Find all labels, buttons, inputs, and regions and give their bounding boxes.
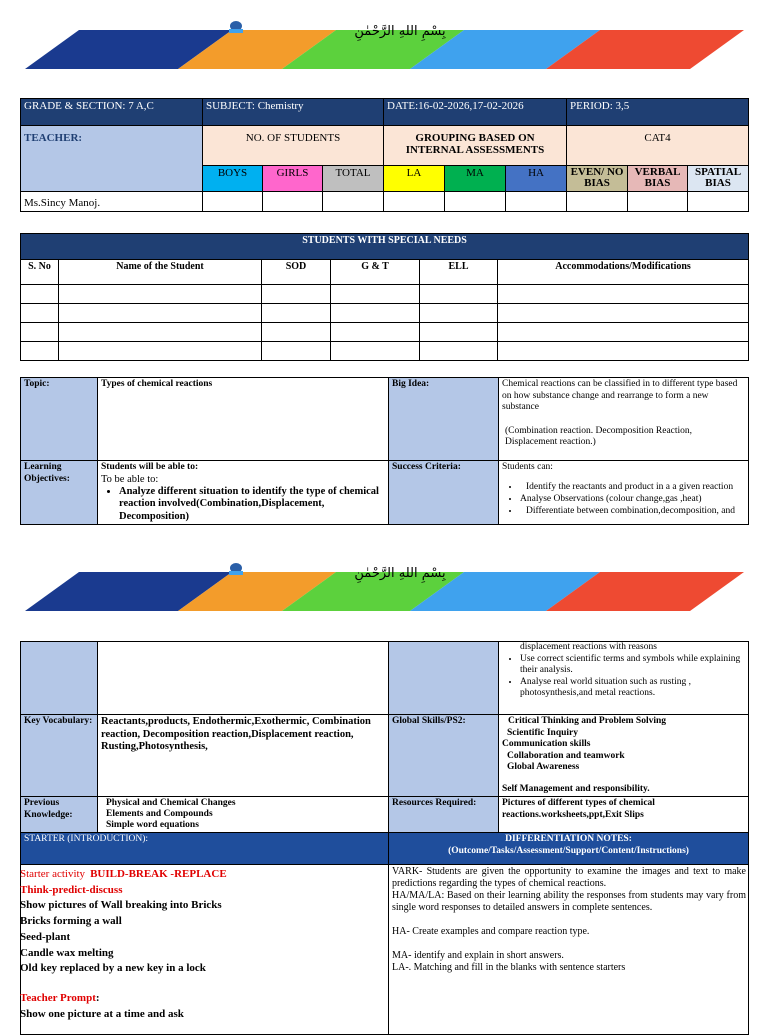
school-logo-icon xyxy=(229,21,243,33)
col-ell: ELL xyxy=(420,260,498,285)
table-row xyxy=(21,304,749,323)
lesson-table-page1 xyxy=(20,377,749,525)
col-sno: S. No xyxy=(21,260,59,285)
key-vocabulary-value: Reactants,products, Endothermic,Exothermic, Combination reaction, Decomposition reaction,Displacement reaction, Rusting,Photosynthesis, xyxy=(98,715,389,797)
learning-objectives-value: Students will be able to: To be able to: • Analyze different situation to identify the type of chemical reaction involved(Combination,Displacement, Decomposition) xyxy=(98,461,389,525)
previous-knowledge-label: Previous Knowledge: xyxy=(21,797,98,833)
banner-script: بِسْمِ اللهِ الرَّحْمٰنِ xyxy=(354,24,446,39)
header-banner-page2 xyxy=(0,562,768,622)
special-needs-title: STUDENTS WITH SPECIAL NEEDS xyxy=(21,234,749,260)
global-skills-label: Global Skills/PS2: xyxy=(389,715,499,797)
success-criteria-value: Students can: • Identify the reactants and product in a a given reaction • Analyse Observations (colour change,gas ,heat) • Differentiate between combination,decomposition, and xyxy=(499,461,749,525)
previous-knowledge-value: Physical and Chemical Changes Elements and Compounds Simple word equations xyxy=(98,797,389,833)
success-criteria-label: Success Criteria: xyxy=(389,461,499,525)
topic-label: Topic: xyxy=(21,378,98,461)
teacher-prompt-text: Show one picture at a time and ask xyxy=(20,1007,184,1020)
ma-note: MA- identify and explain in short answers. xyxy=(392,950,564,961)
list-item: • Identify the reactants and product in a a given reaction xyxy=(520,481,745,493)
resources-value: Pictures of different types of chemical reactions.worksheets,ppt,Exit Slips xyxy=(499,797,749,833)
header-table xyxy=(20,98,749,212)
cat4-header: CAT4 xyxy=(567,126,749,166)
resources-label: Resources Required: xyxy=(389,797,499,833)
no-of-students: NO. OF STUDENTS xyxy=(203,126,384,166)
vark-note: VARK- Students are given the opportunity to examine the images and text to make predictions regarding the types of chemical reactions. xyxy=(392,866,746,889)
big-idea-label: Big Idea: xyxy=(389,378,499,461)
learning-objectives-label: Learning Objectives: xyxy=(21,461,98,525)
success-criteria-continued: displacement reactions with reasons • Use correct scientific terms and symbols while explaining their analysis. • Analyse real world situation such as rusting , photosynthesis,and metal reactions. xyxy=(499,642,749,715)
big-idea-value: Chemical reactions can be classified in to different type based on how substance change and rearrange to form a new substance (Combination reaction. Decomposition Reaction, Displacement reaction.) xyxy=(499,378,749,461)
col-name: Name of the Student xyxy=(59,260,262,285)
list-item: • Differentiate between combination,decomposition, and xyxy=(520,505,745,517)
starter-activity-label: Starter activity xyxy=(20,868,86,880)
banner-script: بِسْمِ اللهِ الرَّحْمٰنِ xyxy=(354,566,446,581)
list-item: • Analyse real world situation such as rusting , photosynthesis,and metal reactions. xyxy=(520,677,745,700)
table-row xyxy=(21,285,749,304)
table-row xyxy=(21,323,749,342)
list-item: • Analyse Observations (colour change,gas ,heat) xyxy=(520,493,745,505)
global-skills-value: Critical Thinking and Problem Solving Scientific Inquiry Communication skills Collaboration and teamwork Global Awareness Self Management and responsibility. xyxy=(499,715,749,797)
list-item: Show pictures of Wall breaking into Bricks xyxy=(20,899,222,912)
starter-activity-name: BUILD-BREAK -REPLACE xyxy=(90,868,227,880)
differentiation-header: DIFFERENTIATION NOTES: (Outcome/Tasks/Assessment/Support/Content/Instructions) xyxy=(389,833,749,865)
header-banner xyxy=(0,20,768,80)
teacher-label: TEACHER: xyxy=(21,126,203,192)
list-item: Seed-plant xyxy=(20,930,71,943)
list-item: • Use correct scientific terms and symbols while explaining their analysis. xyxy=(520,654,745,677)
la-header: LA xyxy=(384,166,445,192)
col-accommodations: Accommodations/Modifications xyxy=(498,260,749,285)
period: PERIOD: 3,5 xyxy=(567,99,749,126)
starter-content: Starter activity BUILD-BREAK -REPLACE Think-predict-discuss Show pictures of Wall breaking into Bricks Bricks forming a wall Seed-plant Candle wax melting Old key replaced by a new key in a lock Teacher Prompt: Show one picture at a time and ask xyxy=(20,867,384,1022)
subject: SUBJECT: Chemistry xyxy=(203,99,384,126)
list-item: Candle wax melting xyxy=(20,946,114,959)
ma-header: MA xyxy=(445,166,506,192)
even-bias-header: EVEN/ NO BIAS xyxy=(567,166,628,192)
teacher-prompt-label: Teacher Prompt xyxy=(20,991,96,1004)
ability-note: HA/MA/LA: Based on their learning ability the responses from students may vary from single word responses to detailed answers in complete sentences. xyxy=(392,890,746,913)
ha-note: HA- Create examples and compare reaction type. xyxy=(392,926,590,937)
teacher-name: Ms.Sincy Manoj. xyxy=(21,192,203,212)
date: DATE:16-02-2026,17-02-2026 xyxy=(384,99,567,126)
school-logo-icon xyxy=(229,563,243,575)
list-item: Bricks forming a wall xyxy=(20,915,122,928)
topic-value: Types of chemical reactions xyxy=(98,378,389,461)
key-vocabulary-label: Key Vocabulary: xyxy=(21,715,98,797)
ha-header: HA xyxy=(506,166,567,192)
grade-section: GRADE & SECTION: 7 A,C xyxy=(21,99,203,126)
boys-header: BOYS xyxy=(203,166,263,192)
verbal-bias-header: VERBAL BIAS xyxy=(628,166,688,192)
col-gt: G & T xyxy=(331,260,420,285)
list-item: • Analyze different situation to identify the type of chemical reaction involved(Combination,Displacement, Decomposition) xyxy=(119,486,385,524)
girls-header: GIRLS xyxy=(263,166,323,192)
table-row xyxy=(21,342,749,361)
spatial-bias-header: SPATIAL BIAS xyxy=(688,166,749,192)
total-header: TOTAL xyxy=(323,166,384,192)
differentiation-content xyxy=(392,866,746,974)
special-needs-header-row xyxy=(21,260,749,285)
list-item: Old key replaced by a new key in a lock xyxy=(20,962,206,975)
col-sod: SOD xyxy=(262,260,331,285)
la-note: LA-. Matching and fill in the blanks with sentence starters xyxy=(392,962,626,973)
starter-header: STARTER (INTRODUCTION): xyxy=(21,833,389,865)
grouping-header: GROUPING BASED ON INTERNAL ASSESSMENTS xyxy=(384,126,567,166)
starter-method: Think-predict-discuss xyxy=(20,883,123,896)
special-needs-table xyxy=(20,233,749,361)
